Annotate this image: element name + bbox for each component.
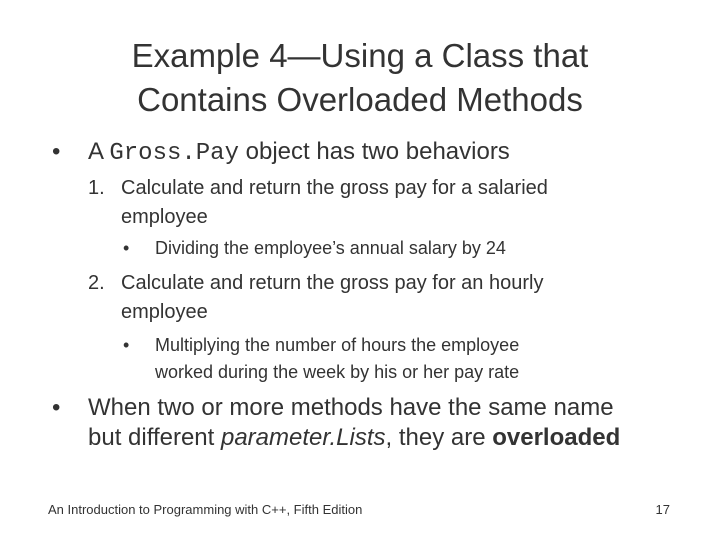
bullet-2-line-2-middle: , they are xyxy=(385,424,493,451)
slide-title-line-1: Example 4—Using a Class that xyxy=(131,37,589,74)
bullet-1-text xyxy=(88,137,510,169)
footer-book-title: An Introduction to Programming with C++, Fifth Edition xyxy=(48,502,363,517)
bullet-marker: • xyxy=(52,138,61,165)
sub-item-1-number: 1. xyxy=(88,177,105,199)
sub-item-2-line-2: employee xyxy=(121,301,208,323)
overloaded-term: overloaded xyxy=(492,424,621,451)
bullet-marker: • xyxy=(52,394,61,421)
slide-title-line-2: Contains Overloaded Methods xyxy=(137,81,583,118)
page-number: 17 xyxy=(655,502,670,517)
sub-item-2-number: 2. xyxy=(88,272,105,294)
parameter-lists-term: parameter.Lists xyxy=(220,424,386,451)
grosspay-code: Gross.Pay xyxy=(109,140,239,167)
sub-bullet-marker: • xyxy=(123,238,130,258)
slide-title xyxy=(0,34,720,122)
bullet-1-prefix: A xyxy=(88,138,110,165)
bullet-2-line-2-prefix: but different xyxy=(88,424,221,451)
sub-item-1-detail: Dividing the employee’s annual salary by 24 xyxy=(155,238,506,258)
bullet-2-line-2 xyxy=(88,423,620,453)
sub-item-2-line-1: Calculate and return the gross pay for an hourly xyxy=(121,272,544,294)
sub-item-1-line-1: Calculate and return the gross pay for a salaried xyxy=(121,177,548,199)
sub-bullet-marker: • xyxy=(123,335,130,355)
sub-item-2-detail-line-2: worked during the week by his or her pay rate xyxy=(155,362,520,382)
sub-item-2-detail-line-1: Multiplying the number of hours the employee xyxy=(155,335,520,355)
bullet-2-line-1: When two or more methods have the same name xyxy=(88,394,614,421)
sub-item-1-line-2: employee xyxy=(121,206,208,228)
bullet-1-suffix: object has two behaviors xyxy=(238,138,510,165)
